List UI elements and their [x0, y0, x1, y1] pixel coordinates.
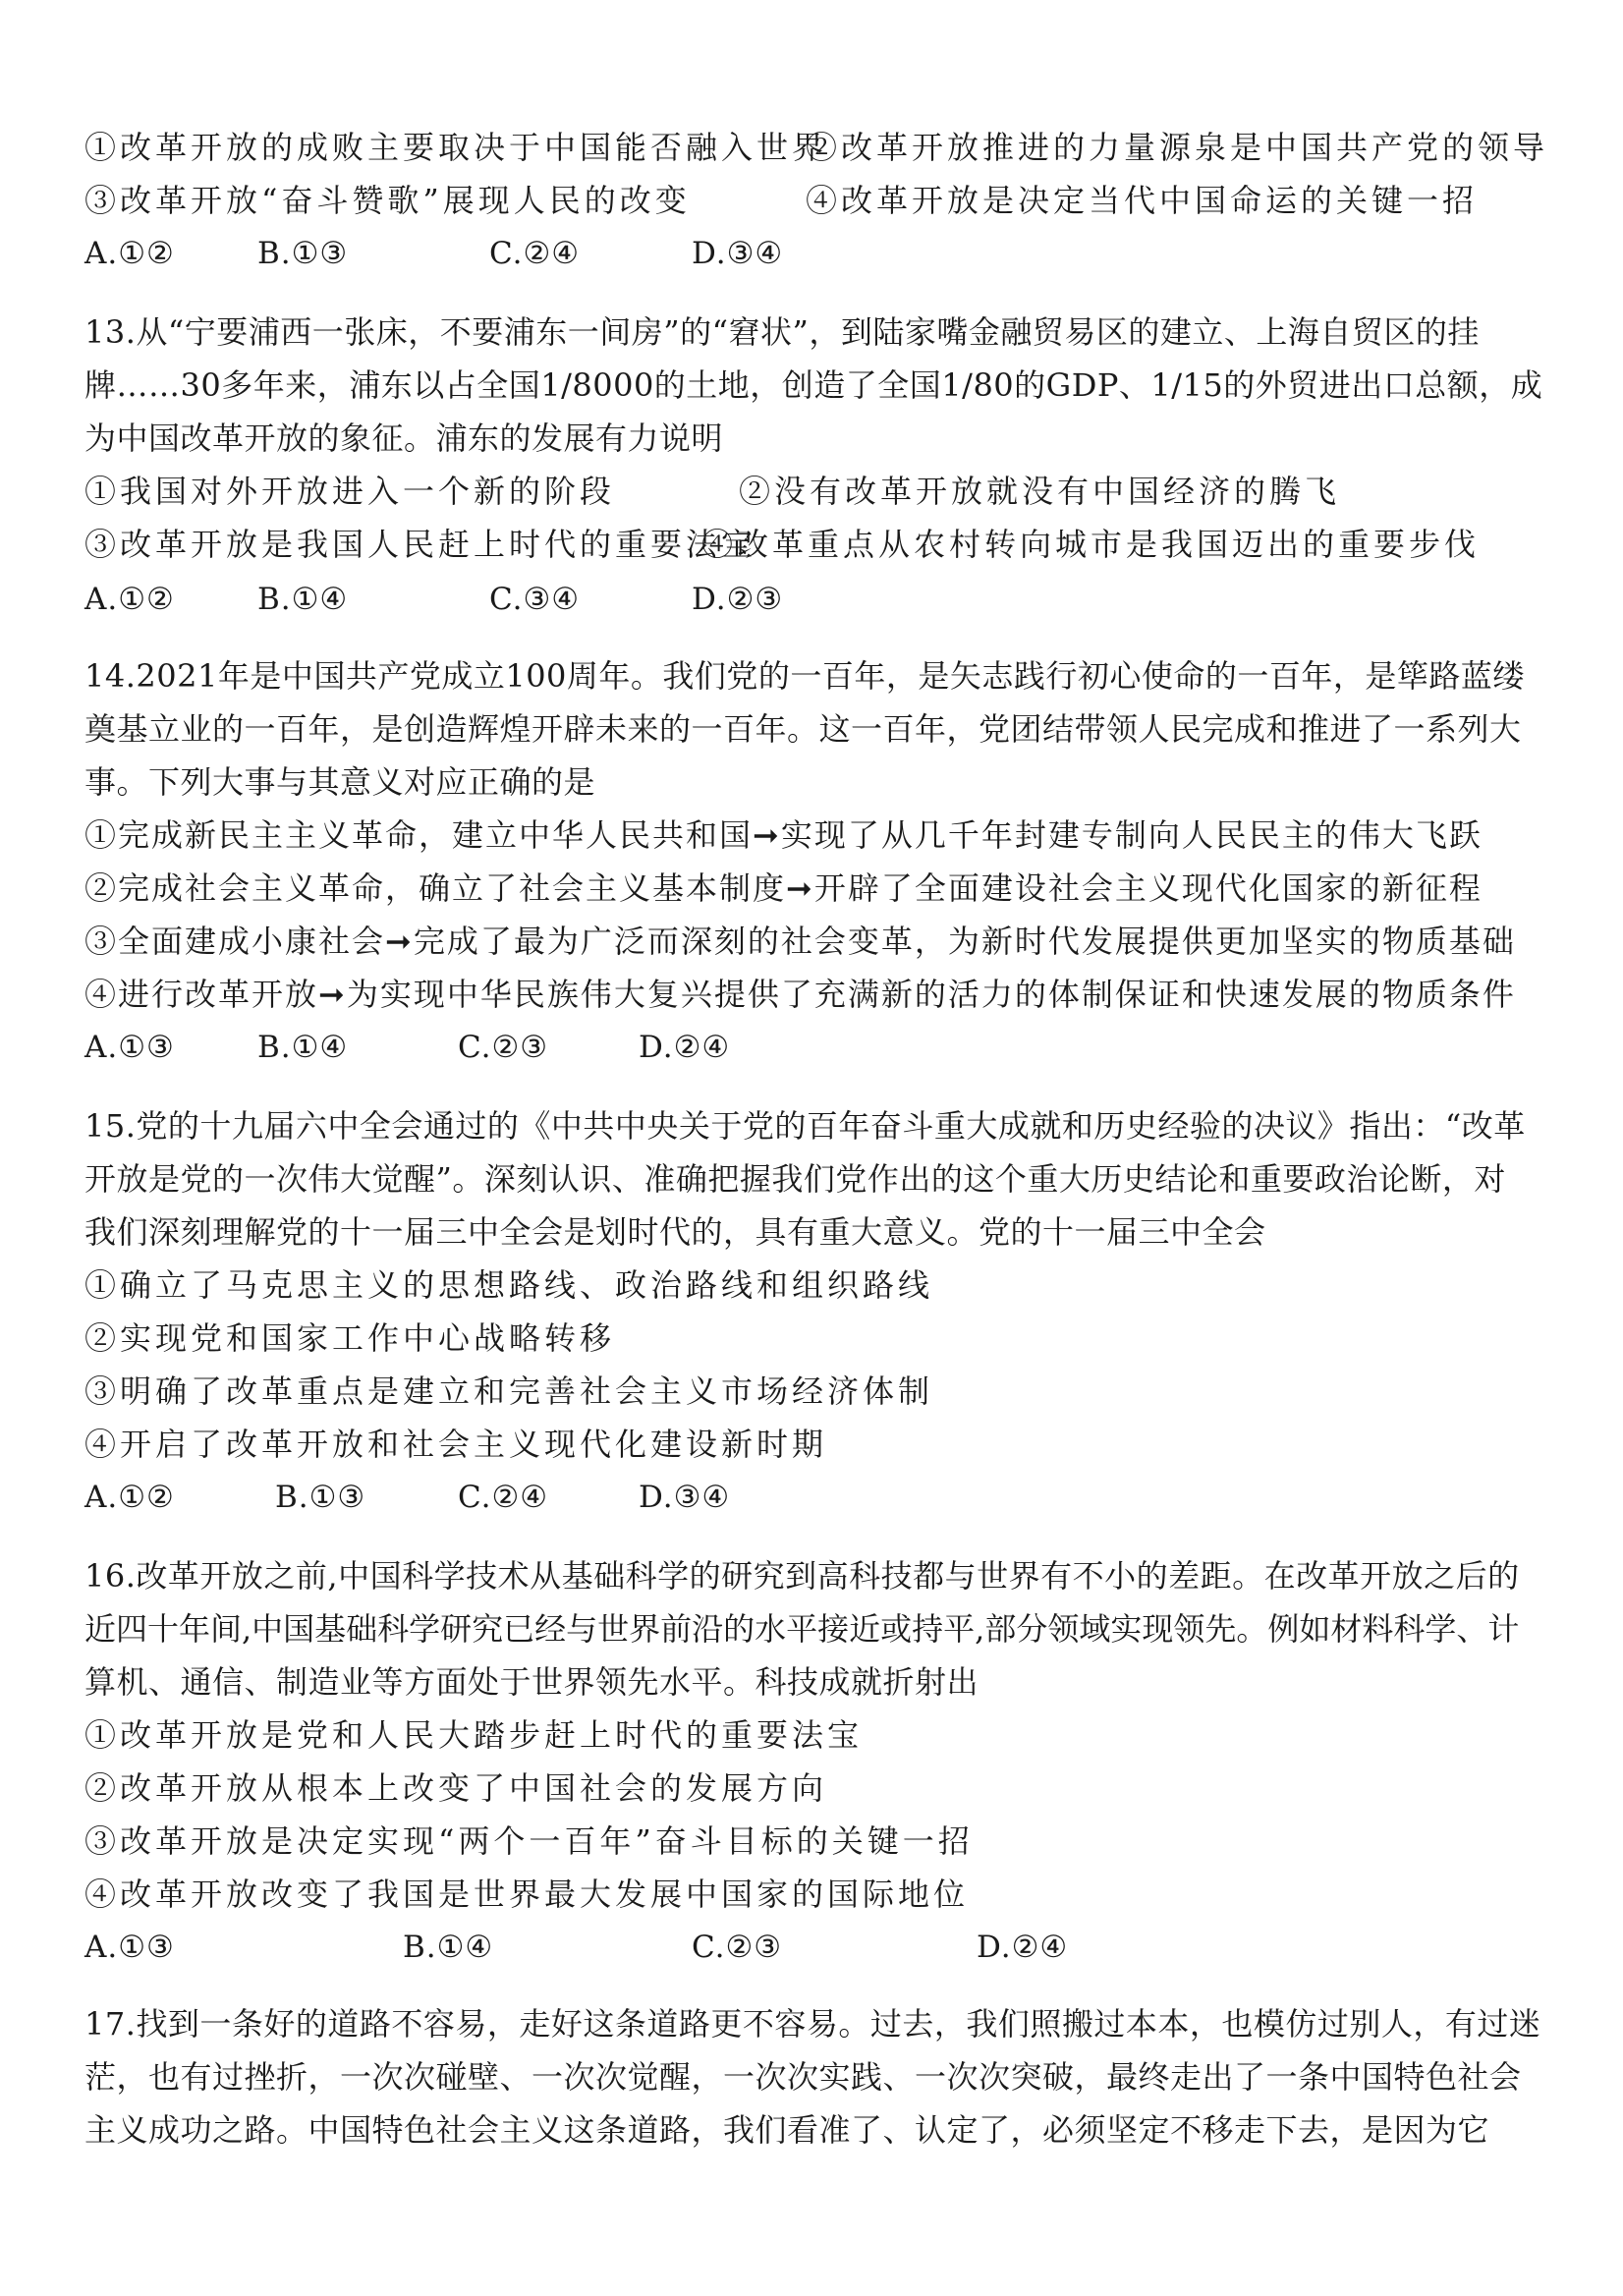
- q12-option-3: ③改革开放“奋斗赞歌”展现人民的改变: [84, 182, 691, 219]
- q13-stem-line-1: 13.从“宁要浦西一张床，不要浦东一间房”的“窘状”，到陆家嘴金融贸易区的建立、上海自贸区的挂: [84, 313, 1480, 351]
- q14-stem-line-2: 奠基立业的一百年，是创造辉煌开辟未来的一百年。这一百年，党团结带领人民完成和推进了一系列大: [84, 710, 1522, 748]
- q13-answer-b: B.①④: [257, 582, 349, 617]
- q13-option-2: ②没有改革开放就没有中国经济的腾飞: [739, 473, 1341, 510]
- q13-option-1: ①我国对外开放进入一个新的阶段: [84, 473, 616, 510]
- q15-stem-line-3: 我们深刻理解党的十一届三中全会是划时代的，具有重大意义。党的十一届三中全会: [84, 1213, 1266, 1251]
- q15-answer-a: A.①②: [84, 1480, 175, 1515]
- q15-stem-line-1: 15.党的十九届六中全会通过的《中共中央关于党的百年奋斗重大成就和历史经验的决议》指出：“改革: [84, 1107, 1526, 1145]
- q14-option-4: ④进行改革开放➞为实现中华民族伟大复兴提供了充满新的活力的体制保证和快速发展的物质条件: [84, 976, 1516, 1013]
- q14-option-2: ②完成社会主义革命，确立了社会主义基本制度➞开辟了全面建设社会主义现代化国家的新征程: [84, 869, 1483, 907]
- q15-answer-d: D.③④: [639, 1480, 731, 1515]
- q14-option-3: ③全面建成小康社会➞完成了最为广泛而深刻的社会变革，为新时代发展提供更加坚实的物质基础: [84, 923, 1516, 960]
- q13-option-3: ③改革开放是我国人民赶上时代的重要法宝: [84, 526, 757, 563]
- q16-stem-line-1: 16.改革开放之前,中国科学技术从基础科学的研究到高科技都与世界有不小的差距。在改革开放之后的: [84, 1557, 1520, 1595]
- q16-option-1: ①改革开放是党和人民大踏步赶上时代的重要法宝: [84, 1716, 864, 1754]
- q13-stem-line-2: 牌……30多年来，浦东以占全国1/8000的土地，创造了全国1/80的GDP、1/15的外贸进出口总额，成: [84, 366, 1543, 404]
- q16-answer-c: C.②③: [692, 1930, 783, 1965]
- q14-option-1: ①完成新民主主义革命，建立中华人民共和国➞实现了从几千年封建专制向人民民主的伟大飞跃: [84, 816, 1483, 854]
- q13-answer-a: A.①②: [84, 582, 175, 617]
- q15-answer-c: C.②④: [458, 1480, 549, 1515]
- q14-answer-d: D.②④: [639, 1030, 731, 1065]
- q16-stem-line-2: 近四十年间,中国基础科学研究已经与世界前沿的水平接近或持平,部分领域实现领先。例如材料科学、计: [84, 1610, 1520, 1648]
- q16-answer-a: A.①③: [84, 1930, 175, 1965]
- q15-option-3: ③明确了改革重点是建立和完善社会主义市场经济体制: [84, 1372, 934, 1410]
- q14-answer-c: C.②③: [458, 1030, 549, 1065]
- q12-answer-c: C.②④: [489, 236, 581, 271]
- q12-answer-b: B.①③: [257, 236, 349, 271]
- q16-answer-b: B.①④: [403, 1930, 494, 1965]
- q13-stem-line-3: 为中国改革开放的象征。浦东的发展有力说明: [84, 420, 724, 457]
- q14-stem-line-3: 事。下列大事与其意义对应正确的是: [84, 763, 596, 801]
- q16-option-4: ④改革开放改变了我国是世界最大发展中国家的国际地位: [84, 1876, 970, 1913]
- q14-stem-line-1: 14.2021年是中国共产党成立100周年。我们党的一百年，是矢志践行初心使命的一百年，是筚路蓝缕: [84, 657, 1525, 695]
- q12-option-4: ④改革开放是决定当代中国命运的关键一招: [806, 182, 1479, 219]
- q12-option-1: ①改革开放的成败主要取决于中国能否融入世界: [84, 129, 828, 166]
- q15-stem-line-2: 开放是党的一次伟大觉醒”。深刻认识、准确把握我们党作出的这个重大历史结论和重要政治论断，对: [84, 1160, 1506, 1198]
- q16-option-2: ②改革开放从根本上改变了中国社会的发展方向: [84, 1769, 828, 1807]
- q14-answer-b: B.①④: [257, 1030, 349, 1065]
- q15-option-1: ①确立了马克思主义的思想路线、政治路线和组织路线: [84, 1266, 934, 1304]
- q13-answer-c: C.③④: [489, 582, 581, 617]
- q16-option-3: ③改革开放是决定实现“两个一百年”奋斗目标的关键一招: [84, 1822, 974, 1860]
- q13-answer-d: D.②③: [692, 582, 784, 617]
- q12-answer-a: A.①②: [84, 236, 175, 271]
- q12-option-2: ②改革开放推进的力量源泉是中国共产党的领导: [806, 129, 1549, 166]
- q15-option-4: ④开启了改革开放和社会主义现代化建设新时期: [84, 1426, 828, 1463]
- q12-answer-d: D.③④: [692, 236, 784, 271]
- q17-stem-line-1: 17.找到一条好的道路不容易，走好这条道路更不容易。过去，我们照搬过本本，也模仿过别人，有过迷: [84, 2005, 1541, 2043]
- q15-answer-b: B.①③: [275, 1480, 366, 1515]
- q16-answer-d: D.②④: [977, 1930, 1069, 1965]
- q13-option-4: ④改革重点从农村转向城市是我国迈出的重要步伐: [701, 526, 1481, 563]
- q17-stem-line-3: 主义成功之路。中国特色社会主义这条道路，我们看准了、认定了，必须坚定不移走下去，是因为它: [84, 2111, 1490, 2149]
- q14-answer-a: A.①③: [84, 1030, 175, 1065]
- q16-stem-line-3: 算机、通信、制造业等方面处于世界领先水平。科技成就折射出: [84, 1663, 979, 1701]
- q17-stem-line-2: 茫，也有过挫折，一次次碰壁、一次次觉醒，一次次实践、一次次突破，最终走出了一条中国特色社会: [84, 2058, 1522, 2096]
- q15-option-2: ②实现党和国家工作中心战略转移: [84, 1319, 616, 1357]
